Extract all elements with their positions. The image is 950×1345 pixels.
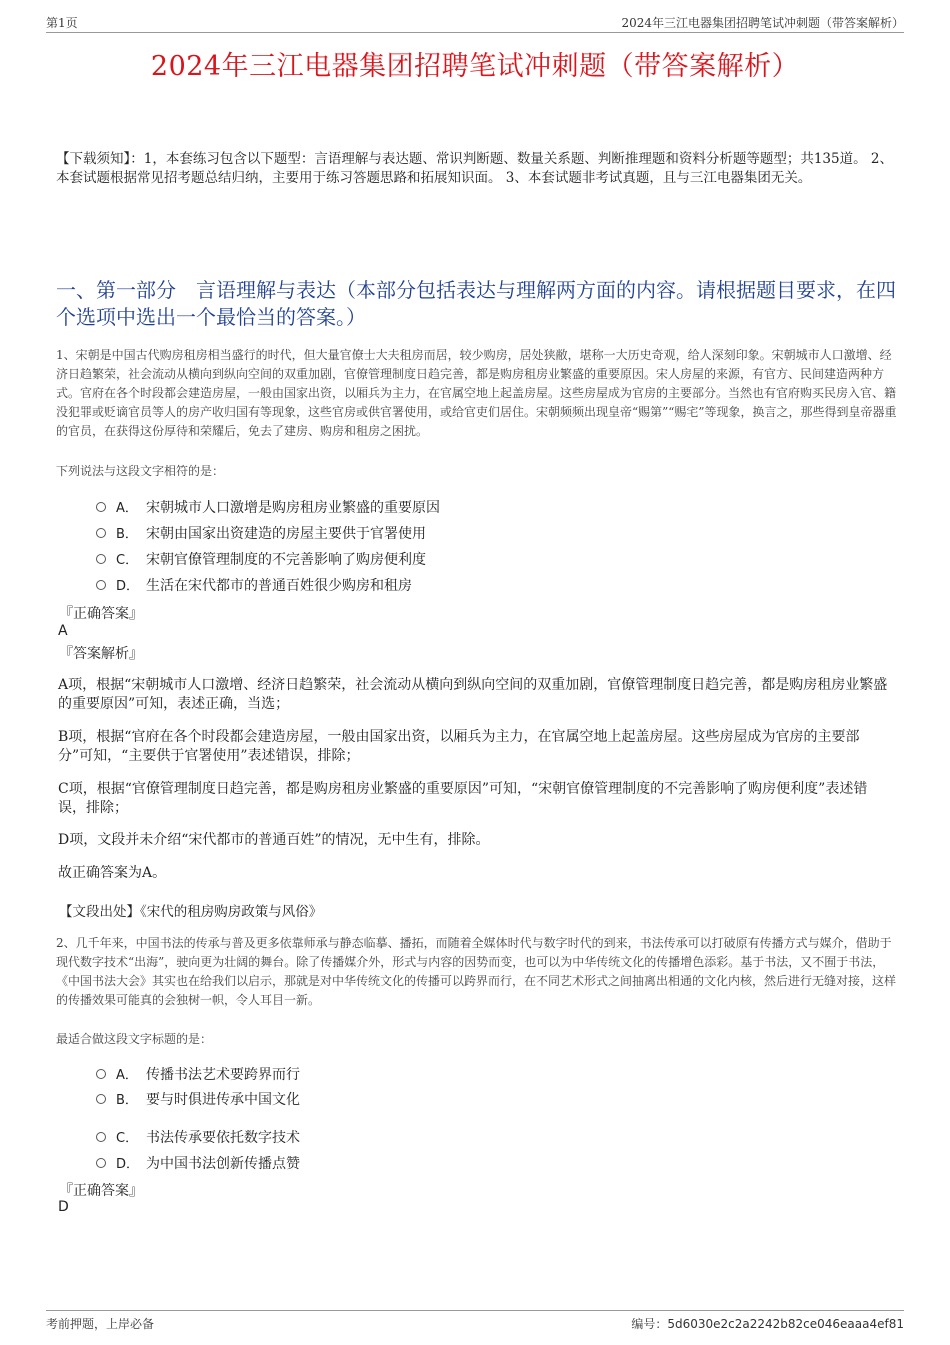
- option-letter: A．: [116, 1068, 138, 1083]
- option-text: 生活在宋代都市的普通百姓很少购房和租房: [146, 578, 412, 594]
- page-number: 第1页: [46, 16, 78, 30]
- q1-passage: 1、宋朝是中国古代购房租房相当盛行的时代，但大量官僚士大夫租房而居，较少购房，居处狭敝，堪称一大历史奇观，给人深刻印象。宋朝城市人口激增、经济日趋繁荣，社会流动从横向到纵向空间的双重加剧，官僚管理制度日趋完善，都是购房租房业繁盛的重要原因。宋人房屋的来源，有官方、民间建造两种方式。官府在各个时段都会建造房屋，一般由国家出资，以厢兵为主力，在官属空地上起盖房屋。这些房屋成为官房的主要部分。当然也有官府购买民房入官、籍没犯罪或贬谪官员等人的房产收归国有等现象，这些官房或供官署使用，或给官吏们居住。宋朝频频出现皇帝“赐第”“赐宅”等现象，换言之，那些得到皇帝器重的官员，在获得这份厚待和荣耀后，免去了建房、购房和租房之困扰。: [56, 348, 897, 438]
- option-text: 为中国书法创新传播点赞: [146, 1156, 300, 1172]
- page-footer: [46, 1310, 904, 1331]
- q1-option-c[interactable]: [96, 549, 426, 569]
- q1-source: 【文段出处】《宋代的租房购房政策与风俗》: [59, 904, 323, 920]
- option-text: 宋朝官僚管理制度的不完善影响了购房便利度: [146, 552, 426, 568]
- q2-passage: 2、几千年来，中国书法的传承与普及更多依靠师承与静态临摹、播拓，而随着全媒体时代与数字时代的到来，书法传承可以打破原有传播方式与媒介，借助于现代数字技术“出海”，驶向更为壮阔的舞台。除了传播媒介外，形式与内容的因势而变，也可以为中华传统文化的传播增色添彩。基于书法，又不囿于书法，《中国书法大会》其实也在给我们以启示，那就是对中华传统文化的传播可以跨界而行，在不同艺术形式之间抽离出相通的文化内核，然后进行无缝对接，这样的传播效果可能真的会独树一帜，令人耳目一新。: [56, 936, 897, 1007]
- radio-icon[interactable]: [96, 554, 106, 564]
- radio-icon[interactable]: [96, 580, 106, 590]
- q1-prompt: 下列说法与这段文字相符的是：: [56, 464, 225, 478]
- q2-option-b[interactable]: [96, 1089, 300, 1109]
- radio-icon[interactable]: [96, 1158, 106, 1168]
- option-letter: B．: [116, 527, 138, 542]
- q1-analysis-b: B项，根据“官府在各个时段都会建造房屋，一般由国家出资，以厢兵为主力，在官属空地上起盖房屋。这些房屋成为官房的主要部分”可知，“主要供于官署使用”表述错误，排除；: [58, 729, 860, 764]
- option-letter: C．: [116, 553, 139, 568]
- q2-option-c[interactable]: [96, 1127, 300, 1147]
- option-letter: A．: [116, 501, 138, 516]
- q1-option-d[interactable]: [96, 575, 412, 595]
- code-value: 5d6030e2c2a2242b82ce046eaaa4ef81: [667, 1317, 904, 1331]
- q1-analysis-c: C项，根据“官僚管理制度日趋完善，都是购房租房业繁盛的重要原因”可知，“宋朝官僚管理制度的不完善影响了购房便利度”表述错误，排除；: [58, 781, 868, 816]
- q1-answer: A: [58, 623, 68, 639]
- q2-answer-label: 『正确答案』: [59, 1183, 143, 1199]
- q1-analysis-a: A项，根据“宋朝城市人口激增、经济日趋繁荣，社会流动从横向到纵向空间的双重加剧，官僚管理制度日趋完善，都是购房租房业繁盛的重要原因”可知，表述正确，当选；: [58, 677, 888, 712]
- q1-analysis-d: D项，文段并未介绍“宋代都市的普通百姓”的情况，无中生有，排除。: [58, 832, 490, 848]
- q2-answer: D: [58, 1199, 69, 1215]
- q1-answer-label: 『正确答案』: [59, 606, 143, 622]
- radio-icon[interactable]: [96, 1094, 106, 1104]
- radio-icon[interactable]: [96, 1132, 106, 1142]
- page-header: [46, 14, 904, 33]
- q1-conclusion: 故正确答案为A。: [58, 865, 167, 881]
- q1-option-a[interactable]: [96, 497, 440, 517]
- option-text: 传播书法艺术要跨界而行: [146, 1067, 300, 1083]
- option-text: 书法传承要依托数字技术: [146, 1130, 300, 1146]
- radio-icon[interactable]: [96, 528, 106, 538]
- footer-code: [631, 1315, 904, 1332]
- q1-analysis-label: 『答案解析』: [59, 646, 143, 662]
- q2-option-a[interactable]: [96, 1064, 300, 1084]
- option-letter: D．: [116, 579, 140, 594]
- q1-option-b[interactable]: [96, 523, 426, 543]
- option-letter: D．: [116, 1157, 140, 1172]
- q2-option-d[interactable]: [96, 1153, 300, 1173]
- code-label: 编号：: [631, 1317, 668, 1331]
- q2-prompt: 最适合做这段文字标题的是：: [56, 1032, 213, 1046]
- radio-icon[interactable]: [96, 502, 106, 512]
- option-text: 宋朝城市人口激增是购房租房业繁盛的重要原因: [146, 500, 440, 516]
- header-doc-title: 2024年三江电器集团招聘笔试冲刺题（带答案解析）: [621, 16, 904, 30]
- footer-slogan: 考前押题，上岸必备: [46, 1317, 155, 1331]
- section-heading: 一、第一部分 言语理解与表达（本部分包括表达与理解两方面的内容。请根据题目要求，在四个选项中选出一个最恰当的答案。）: [56, 278, 896, 329]
- option-text: 宋朝由国家出资建造的房屋主要供于官署使用: [146, 526, 426, 542]
- option-text: 要与时俱进传承中国文化: [146, 1092, 300, 1108]
- radio-icon[interactable]: [96, 1069, 106, 1079]
- option-letter: C．: [116, 1131, 139, 1146]
- option-letter: B．: [116, 1093, 138, 1108]
- download-notice: 【下载须知】：1，本套练习包含以下题型：言语理解与表达题、常识判断题、数量关系题、判断推理题和资料分析题等题型；共135道。 2、本套试题根据常见招考题总结归纳，主要用于练习答题思路和拓展知识面。 3、本套试题非考试真题，且与三江电器集团无关。: [56, 151, 893, 186]
- document-title: 2024年三江电器集团招聘笔试冲刺题（带答案解析）: [150, 51, 800, 82]
